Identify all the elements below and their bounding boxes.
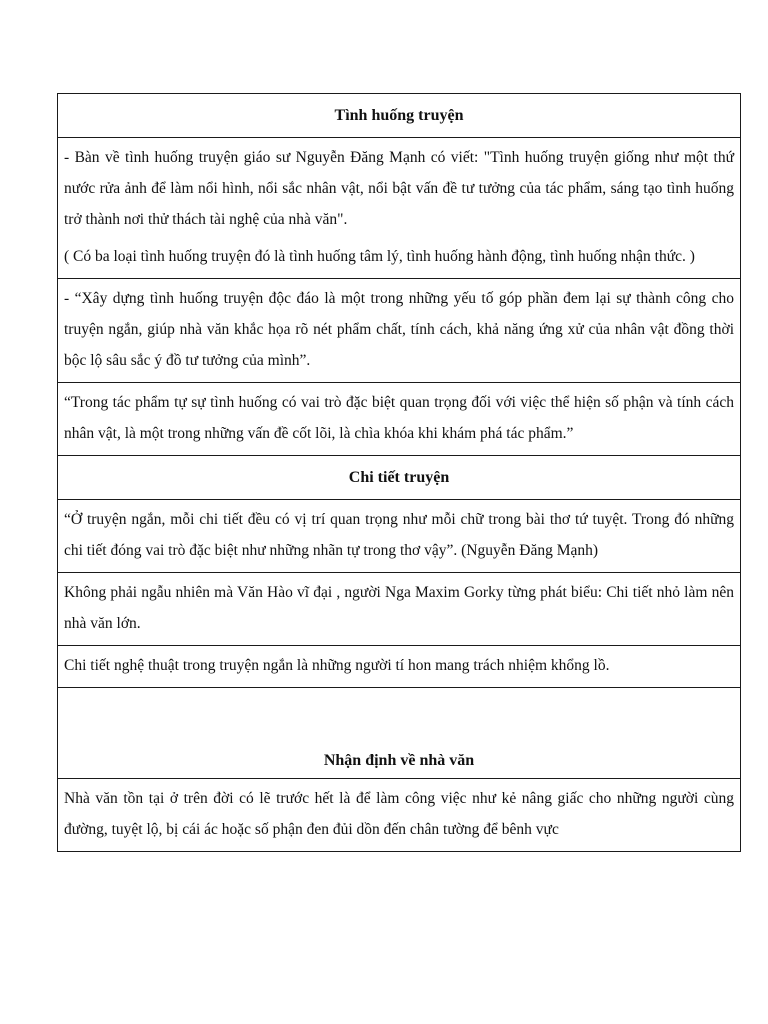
table-row (58, 500, 741, 573)
table-row (58, 383, 741, 456)
table-row (58, 279, 741, 383)
table-row (58, 138, 741, 279)
table-cell (58, 500, 741, 573)
document-table (57, 93, 741, 852)
table-cell (58, 646, 741, 688)
paragraph: ( Có ba loại tình huống truyện đó là tình huống tâm lý, tình huống hành động, tình huống nhận thức. ) (64, 248, 695, 265)
paragraph: “Ở truyện ngắn, mỗi chi tiết đều có vị trí quan trọng như mỗi chữ trong bài thơ tứ tuyệt. Trong đó những chi tiết đóng vai trò đặc biệt như những nhãn tự trong thơ vậy”. (Nguyễn Đăng Mạnh) (64, 511, 734, 559)
section-heading-row (58, 456, 741, 500)
paragraph: Chi tiết nghệ thuật trong truyện ngắn là những người tí hon mang trách nhiệm khổng lồ. (64, 657, 610, 674)
table-row (58, 779, 741, 852)
paragraph: Nhà văn tồn tại ở trên đời có lẽ trước hết là để làm công việc như kẻ nâng giấc cho những người cùng đường, tuyệt lộ, bị cái ác hoặc số phận đen đủi dồn đến chân tường để bênh vực (64, 790, 734, 838)
paragraph: - Bàn về tình huống truyện giáo sư Nguyễn Đăng Mạnh có viết: "Tình huống truyện giống như một thứ nước rửa ảnh để làm nổi hình, nổi sắc nhân vật, nổi bật vấn đề tư tưởng của tác phẩm, sáng tạo tình huống trở thành nơi thử thách tài nghệ của nhà văn". (64, 149, 734, 228)
table-cell (58, 383, 741, 456)
table-cell (58, 573, 741, 646)
section-heading-chi-tiet: Chi tiết truyện (58, 456, 741, 500)
paragraph: “Trong tác phẩm tự sự tình huống có vai trò đặc biệt quan trọng đối với việc thể hiện số phận và tính cách nhân vật, là một trong những vấn đề cốt lõi, là chìa khóa khi khám phá tác phẩm.” (64, 394, 734, 442)
table-row (58, 646, 741, 688)
table-cell (58, 779, 741, 852)
paragraph: - “Xây dựng tình huống truyện độc đáo là một trong những yếu tố góp phần đem lại sự thành công cho truyện ngắn, giúp nhà văn khắc họa rõ nét phẩm chất, tính cách, khả năng ứng xử của nhân vật đồng thời bộc lộ sâu sắc ý đồ tư tưởng của mình”. (64, 290, 734, 369)
table-cell (58, 138, 741, 279)
section-heading-row (58, 688, 741, 779)
section-heading-tinh-huong: Tình huống truyện (58, 94, 741, 138)
paragraph: Không phải ngẫu nhiên mà Văn Hào vĩ đại , người Nga Maxim Gorky từng phát biểu: Chi tiết nhỏ làm nên nhà văn lớn. (64, 584, 734, 632)
table-row (58, 573, 741, 646)
section-heading-row (58, 94, 741, 138)
section-heading-nhan-dinh: Nhận định về nhà văn (58, 688, 741, 779)
table-cell (58, 279, 741, 383)
